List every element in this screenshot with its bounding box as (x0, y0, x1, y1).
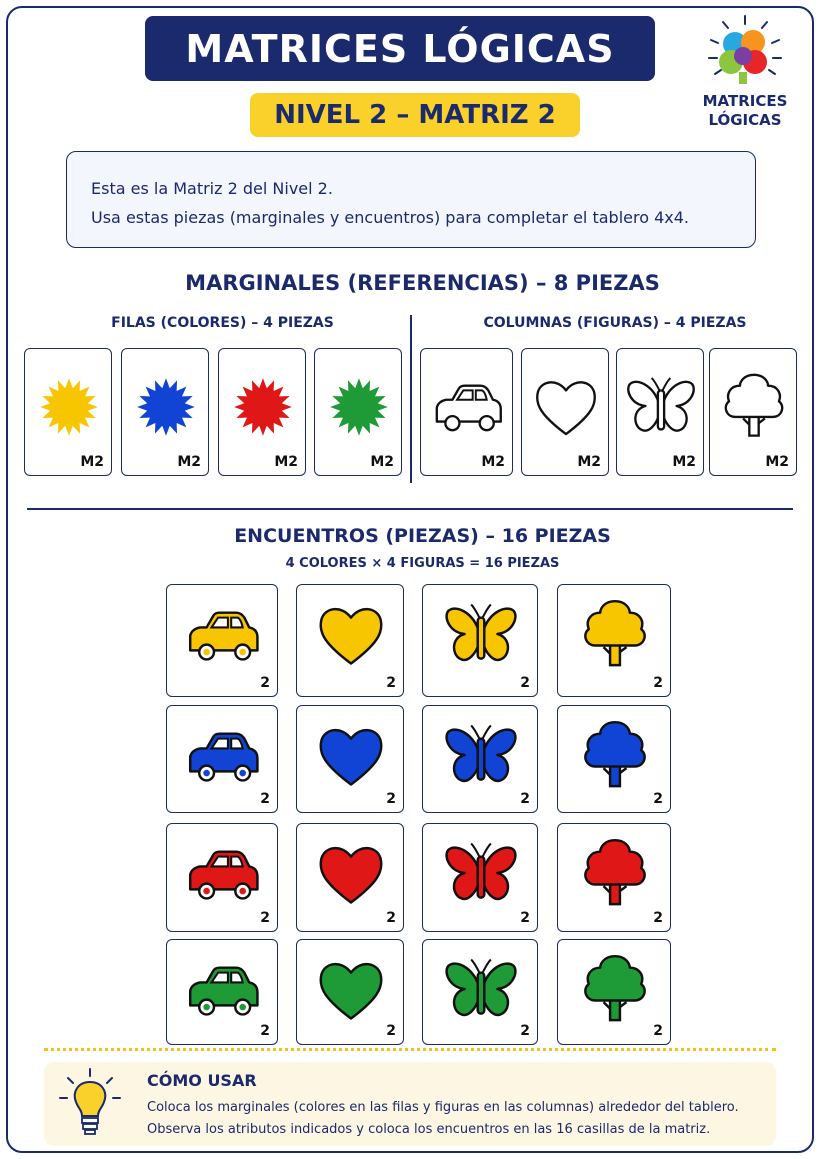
filas-title: FILAS (COLORES) – 4 PIEZAS (111, 315, 334, 331)
encuentro-card (296, 584, 404, 697)
heart-icon (310, 948, 392, 1030)
piece-code: M2 (80, 454, 104, 470)
heart-icon (310, 593, 392, 675)
columna-card (420, 348, 513, 476)
piece-code: M2 (177, 454, 201, 470)
intro-line-1: Esta es la Matriz 2 del Nivel 2. (91, 179, 333, 198)
tree-icon (574, 832, 656, 914)
encuentro-card (166, 705, 278, 813)
piece-code: 2 (520, 910, 530, 926)
car-outline-icon (429, 367, 507, 445)
piece-code: 2 (653, 675, 663, 691)
piece-code: 2 (260, 1023, 270, 1039)
piece-code: 2 (653, 910, 663, 926)
blue-splash-icon (126, 367, 206, 447)
encuentro-card (557, 939, 671, 1045)
piece-code: 2 (653, 791, 663, 807)
piece-code: 2 (520, 1023, 530, 1039)
intro-line-2: Usa estas piezas (marginales y encuentros) para completar el tablero 4x4. (91, 208, 689, 227)
tree-icon (574, 593, 656, 675)
piece-code: 2 (260, 675, 270, 691)
tree-outline-icon (715, 367, 793, 445)
red-splash-icon (223, 367, 303, 447)
piece-code: M2 (672, 454, 696, 470)
piece-code: 2 (386, 675, 396, 691)
logo-text (695, 92, 795, 130)
intro-box (66, 151, 756, 248)
car-icon (182, 593, 264, 675)
marginales-title: MARGINALES (REFERENCIAS) – 8 PIEZAS (185, 271, 660, 295)
encuentro-card (296, 939, 404, 1045)
piece-code: 2 (653, 1023, 663, 1039)
howto-box (44, 1062, 776, 1146)
piece-code: 2 (386, 1023, 396, 1039)
marginales-divider (410, 315, 412, 483)
fila-card (24, 348, 112, 476)
encuentro-card (557, 823, 671, 932)
butterfly-icon (440, 948, 522, 1030)
piece-code: 2 (520, 791, 530, 807)
piece-code: M2 (577, 454, 601, 470)
piece-code: 2 (520, 675, 530, 691)
encuentro-card (166, 584, 278, 697)
piece-code: M2 (481, 454, 505, 470)
howto-title: CÓMO USAR (147, 1071, 257, 1090)
butterfly-icon (440, 832, 522, 914)
page-title: MATRICES LÓGICAS (145, 16, 655, 81)
car-icon (182, 948, 264, 1030)
heart-icon (310, 832, 392, 914)
brain-logo (695, 12, 795, 142)
encuentro-card (557, 705, 671, 813)
encuentro-card (166, 823, 278, 932)
encuentro-card (296, 705, 404, 813)
heart-icon (310, 714, 392, 796)
tree-icon (574, 714, 656, 796)
howto-line-2: Observa los atributos indicados y coloca los encuentros en las 16 casillas de la matriz. (147, 1122, 711, 1137)
brain-icon (695, 12, 795, 92)
columna-card (521, 348, 609, 476)
page-subtitle: NIVEL 2 – MATRIZ 2 (250, 93, 580, 137)
section-divider (27, 508, 793, 510)
encuentro-card (296, 823, 404, 932)
piece-code: M2 (765, 454, 789, 470)
encuentro-card (422, 705, 538, 813)
tree-icon (574, 948, 656, 1030)
encuentro-card (166, 939, 278, 1045)
encuentro-card (557, 584, 671, 697)
car-icon (182, 832, 264, 914)
lightbulb-icon (54, 1066, 126, 1138)
columna-card (616, 348, 704, 476)
green-splash-icon (319, 367, 399, 447)
butterfly-icon (440, 714, 522, 796)
yellow-splash-icon (29, 367, 109, 447)
car-icon (182, 714, 264, 796)
encuentros-title: ENCUENTROS (PIEZAS) – 16 PIEZAS (234, 525, 611, 547)
dotted-divider (44, 1048, 776, 1051)
fila-card (121, 348, 209, 476)
piece-code: M2 (274, 454, 298, 470)
piece-code: 2 (386, 791, 396, 807)
logo-text-line-2: LÓGICAS (708, 111, 782, 129)
butterfly-icon (440, 593, 522, 675)
logo-text-line-1: MATRICES (702, 92, 788, 110)
howto-line-1: Coloca los marginales (colores en las filas y figuras en las columnas) alrededor del tablero. (147, 1100, 739, 1115)
columna-card (709, 348, 797, 476)
fila-card (218, 348, 306, 476)
piece-code: 2 (260, 791, 270, 807)
heart-outline-icon (527, 367, 605, 445)
piece-code: M2 (370, 454, 394, 470)
columnas-title: COLUMNAS (FIGURAS) – 4 PIEZAS (483, 315, 747, 331)
butterfly-outline-icon (622, 367, 700, 445)
piece-code: 2 (260, 910, 270, 926)
encuentros-subtitle: 4 COLORES × 4 FIGURAS = 16 PIEZAS (285, 556, 560, 571)
encuentro-card (422, 823, 538, 932)
fila-card (314, 348, 402, 476)
encuentro-card (422, 939, 538, 1045)
piece-code: 2 (386, 910, 396, 926)
encuentro-card (422, 584, 538, 697)
